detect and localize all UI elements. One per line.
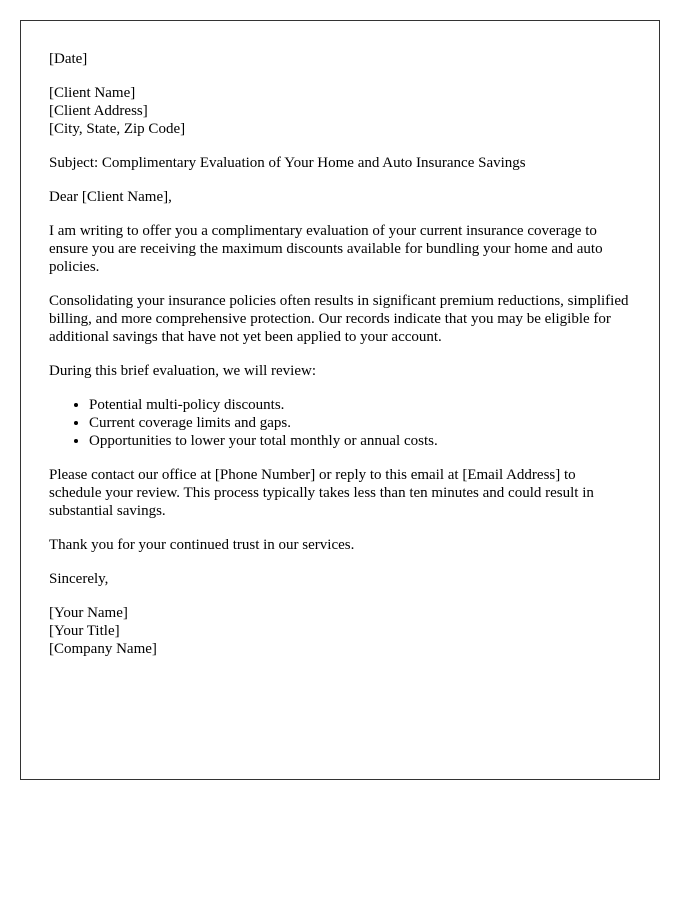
list-item: • Current coverage limits and gaps. <box>89 414 631 432</box>
letter-date <box>49 50 631 68</box>
list-item: • Opportunities to lower your total monthly or annual costs. <box>89 432 631 450</box>
body-paragraph-review-intro: During this brief evaluation, we will review: <box>49 363 317 379</box>
recipient-address: [Client Address] <box>49 103 148 119</box>
review-items-list <box>49 396 631 450</box>
signature-title: [Your Title] <box>49 623 120 639</box>
salutation: Dear [Client Name], <box>49 189 172 205</box>
body-paragraph-consolidation: Consolidating your insurance policies often results in significant premium reductions, simplified billing, and more comprehensive protection. Our records indicate that you may be eligible for additional savings that have not yet been applied to your account. <box>49 293 629 345</box>
list-item: • Potential multi-policy discounts. <box>89 396 631 414</box>
subject-line: Subject: Complimentary Evaluation of Your Home and Auto Insurance Savings <box>49 155 526 171</box>
signoff: Sincerely, <box>49 571 109 587</box>
signature-name: [Your Name] <box>49 605 128 621</box>
signature-block <box>49 604 631 658</box>
date-text: [Date] <box>49 51 88 67</box>
body-paragraph-thanks: Thank you for your continued trust in our services. <box>49 537 355 553</box>
body-paragraph-intro: I am writing to offer you a complimentary evaluation of your current insurance coverage to ensure you are receiving the maximum discounts available for bundling your home and auto policies. <box>49 223 603 275</box>
recipient-city-state-zip: [City, State, Zip Code] <box>49 121 186 137</box>
signature-company: [Company Name] <box>49 641 157 657</box>
letter-page <box>20 20 660 780</box>
recipient-address-block <box>49 84 631 138</box>
recipient-name: [Client Name] <box>49 85 136 101</box>
body-paragraph-contact: Please contact our office at [Phone Number] or reply to this email at [Email Address] to schedule your review. This process typically takes less than ten minutes and could result in substantial savings. <box>49 467 594 519</box>
